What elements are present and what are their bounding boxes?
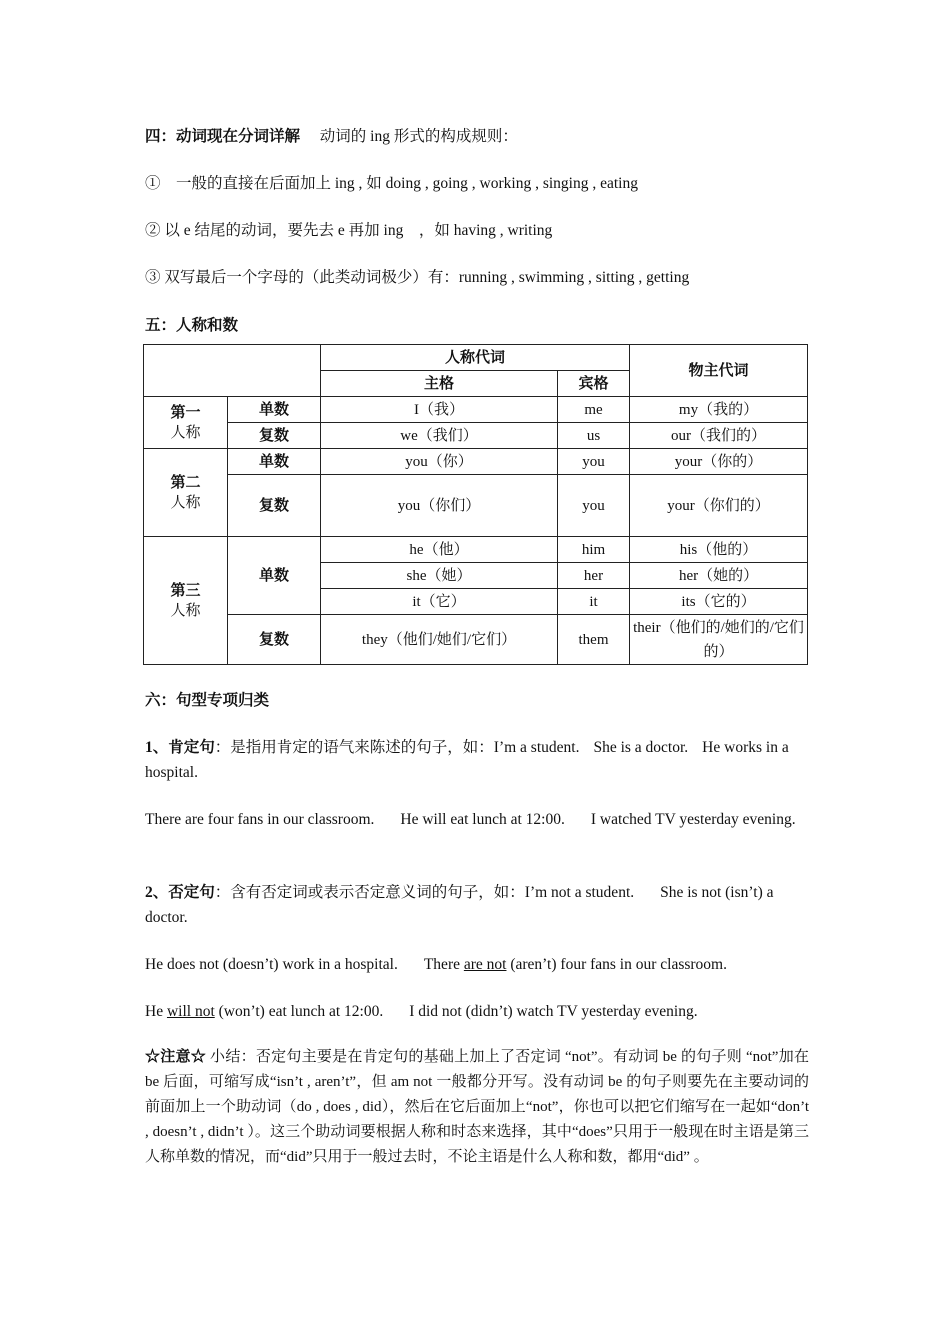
header-subjective: 主格 [321, 371, 558, 397]
subjective-cell: they（他们/她们/它们） [321, 615, 558, 665]
subjective-cell: it（它） [321, 589, 558, 615]
table-row [144, 615, 808, 665]
possessive-cell: her（她的） [630, 563, 808, 589]
negative-example-part: (aren’t) four fans in our classroom. [506, 956, 727, 973]
pronoun-table [143, 344, 808, 665]
subjective-cell: you（你们） [321, 475, 558, 537]
possessive-cell: my（我的） [630, 397, 808, 423]
section4-subheading: 动词的 ing 形式的构成规则： [319, 128, 518, 145]
third-person-cell [144, 537, 228, 665]
table-row [144, 475, 808, 537]
second-person-label: 第二 [170, 474, 201, 491]
table-row [144, 537, 808, 563]
possessive-cell: his（他的） [630, 537, 808, 563]
negative-example-part: There [423, 956, 464, 973]
affirmative-paragraph [145, 735, 810, 785]
objective-cell: it [558, 589, 630, 615]
table-row [144, 397, 808, 423]
underlined-negation: will not [166, 1003, 215, 1020]
ing-rule-1: ① 一般的直接在后面加上 ing , 如 doing , going , working , singing , eating [145, 175, 638, 192]
table-row [144, 423, 808, 449]
objective-cell: you [558, 449, 630, 475]
possessive-cell: our（我们的） [630, 423, 808, 449]
negative-paragraph [145, 880, 810, 930]
person-suffix: 人称 [170, 424, 201, 441]
negative-example: He does not (doesn’t) work in a hospital. [145, 956, 398, 973]
affirmative-example: He works in a hospital. [145, 739, 789, 781]
second-person-cell [144, 449, 228, 537]
subjective-cell: we（我们） [321, 423, 558, 449]
objective-cell: them [558, 615, 630, 665]
subjective-cell: you（你） [321, 449, 558, 475]
possessive-cell: its（它的） [630, 589, 808, 615]
third-person-label: 第三 [170, 582, 201, 599]
singular-label: 单数 [228, 449, 321, 475]
section6-heading: 六：句型专项归类 [145, 692, 270, 709]
singular-label: 单数 [228, 537, 321, 615]
note-text: 小结：否定句主要是在肯定句的基础上加上了否定词 “not”。有动词 be 的句子则 “not”加在 be 后面，可缩写成“isn’t , aren’t”，但 am not 一般都分开写。没有动词 be 的句子则要先在主要动词的前面加上一个助动词（do , does , did），然后在它后面加上“not”，你也可以把它们缩写在一起如“don’t , doesn’t , didn’t ）。这三个助动词要根据人称和时态来选择，其中“does”只用于一般现在时主语是第三人称单数的情况，而“did”只用于一般过去时，不论主语是什么人称和数，都用“did” 。 [145, 1049, 809, 1165]
possessive-cell: your（你们的） [630, 475, 808, 537]
negative-example: I’m not a student. [524, 884, 635, 901]
objective-cell: us [558, 423, 630, 449]
affirmative-example: I watched TV yesterday evening. [590, 811, 796, 828]
subjective-cell: she（她） [321, 563, 558, 589]
section4-title-line [145, 124, 810, 149]
section5-heading: 五：人称和数 [145, 317, 239, 334]
affirmative-example: He will eat lunch at 12:00. [400, 811, 565, 828]
plural-label: 复数 [228, 475, 321, 537]
negative-examples-line-2 [145, 999, 810, 1024]
ing-rule-3: ③ 双写最后一个字母的（此类动词极少）有：running , swimming , sitting , getting [145, 269, 690, 286]
objective-cell: you [558, 475, 630, 537]
negative-example: I did not (didn’t) watch TV yesterday evening. [409, 1003, 698, 1020]
negative-example: She is not (isn’t) a doctor. [145, 884, 774, 926]
singular-label: 单数 [228, 397, 321, 423]
underlined-negation: are not [463, 956, 507, 973]
negative-examples-line-1 [145, 952, 810, 977]
header-possessive-pronouns: 物主代词 [630, 345, 808, 397]
affirmative-label: 1、肯定句 [145, 739, 215, 756]
affirmative-example: I’m a student. [493, 739, 580, 756]
first-person-cell [144, 397, 228, 449]
possessive-cell: your（你的） [630, 449, 808, 475]
affirmative-example: She is a doctor. [593, 739, 689, 756]
note-label: ☆注意☆ [145, 1049, 207, 1065]
objective-cell: him [558, 537, 630, 563]
negative-example-part: He [145, 1003, 167, 1020]
first-person-label: 第一 [170, 404, 201, 421]
affirmative-definition: ：是指用肯定的语气来陈述的句子，如： [214, 739, 494, 756]
header-personal-pronouns: 人称代词 [321, 345, 630, 371]
subjective-cell: he（他） [321, 537, 558, 563]
section4-heading: 四：动词现在分词详解 [145, 128, 301, 145]
table-corner-cell [144, 345, 321, 397]
affirmative-examples-line [145, 807, 810, 832]
negative-definition: ：含有否定词或表示否定意义词的句子，如： [214, 884, 525, 901]
plural-label: 复数 [228, 615, 321, 665]
table-row [144, 449, 808, 475]
plural-label: 复数 [228, 423, 321, 449]
negative-label: 2、否定句 [145, 884, 215, 901]
objective-cell: me [558, 397, 630, 423]
objective-cell: her [558, 563, 630, 589]
person-suffix: 人称 [170, 602, 201, 619]
affirmative-example: There are four fans in our classroom. [145, 811, 375, 828]
possessive-cell: their（他们的/她们的/它们的） [630, 615, 808, 665]
header-objective: 宾格 [558, 371, 630, 397]
note-paragraph [145, 1045, 809, 1170]
ing-rule-2: ② 以 e 结尾的动词，要先去 e 再加 ing ，如 having , writing [145, 222, 553, 239]
person-suffix: 人称 [170, 494, 201, 511]
subjective-cell: I（我） [321, 397, 558, 423]
negative-example-part: (won’t) eat lunch at 12:00. [214, 1003, 384, 1020]
table-row [144, 345, 808, 371]
